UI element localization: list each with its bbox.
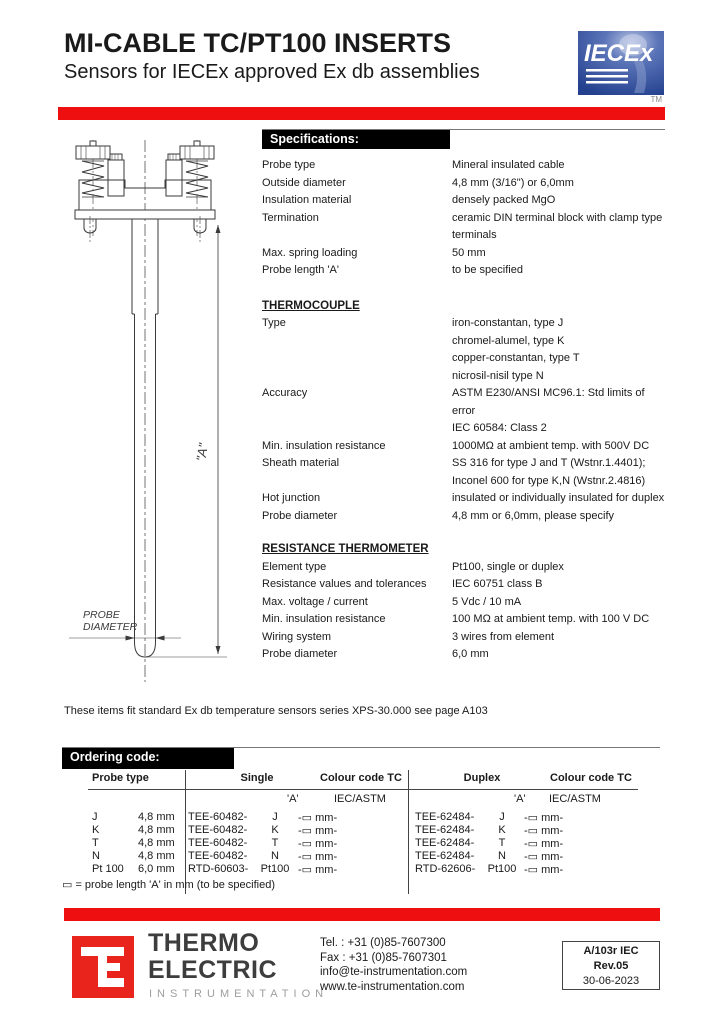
spec-value — [452, 455, 666, 490]
page-title: MI-CABLE TC/PT100 INSERTS — [64, 28, 452, 58]
cell-probe-type: T — [92, 837, 99, 849]
table-row — [62, 863, 662, 876]
spec-row — [262, 315, 666, 385]
spec-label: Max. spring loading — [262, 246, 358, 259]
spec-value-line: terminals — [452, 229, 497, 241]
resistance-thermometer-heading: RESISTANCE THERMOMETER — [262, 543, 429, 555]
cell-duplex-type: T — [498, 837, 506, 849]
spec-value-line: ASTM E230/ANSI MC96.1: Std limits of error — [452, 387, 645, 417]
cell-single-length-suffix: -▭ mm- — [298, 812, 338, 824]
probe-diameter-label-line1: PROBE — [83, 609, 120, 621]
cell-size: 4,8 mm — [138, 824, 175, 836]
series-note: These items fit standard Ex db temperature sensors series XPS-30.000 see page A103 — [64, 705, 488, 717]
iecex-logo — [578, 31, 670, 108]
table-row — [62, 824, 662, 837]
spec-row — [262, 646, 666, 664]
spec-label: Resistance values and tolerances — [262, 578, 427, 590]
doc-ref: A/103r IEC — [583, 945, 639, 957]
spec-value: 50 mm — [452, 246, 486, 259]
company-name-line1: THERMO — [148, 929, 260, 957]
thermo-electric-logo — [72, 936, 134, 998]
spec-value: 3 wires from element — [452, 630, 555, 643]
cell-duplex-type: Pt100 — [487, 863, 517, 875]
table-row — [62, 837, 662, 850]
ordering-code-heading: Ordering code: — [62, 748, 234, 769]
company-name-line3: INSTRUMENTATION — [149, 988, 329, 1000]
spec-value — [452, 210, 666, 245]
spec-label: Min. insulation resistance — [262, 439, 386, 452]
contact-email: info@te-instrumentation.com — [320, 966, 468, 978]
spec-value-line: IEC 60584: Class 2 — [452, 422, 547, 434]
spec-label: Hot junction — [262, 492, 321, 504]
doc-revision: Rev.05 — [593, 960, 629, 972]
spec-label: Insulation material — [262, 194, 352, 206]
spec-row — [262, 157, 666, 175]
cell-single-length-suffix: -▭ mm- — [298, 825, 338, 837]
cell-single-code: TEE-60482- — [188, 837, 248, 849]
specifications-section — [262, 157, 666, 664]
col-header-single: Single — [240, 772, 274, 784]
cell-probe-type: Pt 100 — [92, 863, 124, 875]
spec-label: Outside diameter — [262, 176, 346, 189]
spec-label: Wiring system — [262, 630, 332, 643]
spec-row — [262, 192, 666, 210]
te-monogram — [72, 936, 134, 998]
spec-value: 6,0 mm — [452, 648, 489, 660]
spec-row — [262, 490, 666, 508]
cell-duplex-type: N — [498, 850, 506, 862]
iecex-logo-text: IECEx — [584, 40, 654, 67]
contact-tel: Tel. : +31 (0)85-7607300 — [320, 937, 446, 949]
cell-size: 6,0 mm — [138, 863, 175, 875]
company-name-line2: ELECTRIC — [148, 956, 277, 984]
spec-row — [262, 594, 666, 612]
probe-technical-drawing — [55, 130, 255, 690]
spec-value-line: Inconel 600 for type K,N (Wstnr.2.4816) — [452, 474, 646, 487]
spec-row — [262, 455, 666, 490]
spec-value-line: copper-constantan, type T — [452, 352, 580, 364]
table-header-rule — [88, 789, 638, 790]
cell-duplex-length-suffix: -▭ mm- — [524, 851, 564, 863]
spec-value: 100 MΩ at ambient temp. with 100 V DC — [452, 613, 650, 625]
contact-fax: Fax : +31 (0)85-7607301 — [320, 951, 447, 964]
subheader-a-1: 'A' — [287, 793, 299, 805]
spec-value: 1000MΩ at ambient temp. with 500V DC — [452, 439, 650, 452]
col-header-duplex: Duplex — [463, 772, 501, 784]
spec-label: Max. voltage / current — [262, 595, 368, 608]
cell-duplex-type: J — [499, 811, 505, 823]
spec-value: insulated or individually insulated for duplex — [452, 492, 665, 504]
spec-label: Sheath material — [262, 457, 340, 469]
spec-row — [262, 245, 666, 263]
cell-duplex-code: TEE-62484- — [415, 811, 475, 823]
spec-row — [262, 210, 666, 245]
cell-single-length-suffix: -▭ mm- — [298, 864, 338, 876]
spec-value-line: iron-constantan, type J — [452, 317, 564, 329]
spec-row — [262, 559, 666, 577]
spec-value: 4,8 mm or 6,0mm, please specify — [452, 509, 615, 522]
cell-duplex-length-suffix: -▭ mm- — [524, 838, 564, 850]
spec-value: 4,8 mm (3/16") or 6,0mm — [452, 176, 574, 189]
spec-label: Min. insulation resistance — [262, 613, 386, 625]
table-row — [62, 850, 662, 863]
cell-duplex-type: K — [498, 824, 506, 836]
cell-probe-type: J — [92, 811, 98, 823]
cell-duplex-length-suffix: -▭ mm- — [524, 825, 564, 837]
spec-value — [452, 385, 666, 438]
spec-value-line: ceramic DIN terminal block with clamp type — [452, 211, 663, 224]
subheader-iec-astm-1: IEC/ASTM — [334, 793, 386, 805]
spec-label: Termination — [262, 211, 319, 224]
spec-row — [262, 438, 666, 456]
length-footnote: ▭ = probe length 'A' in mm (to be specified) — [62, 879, 276, 891]
company-name — [148, 930, 277, 984]
spec-row — [262, 508, 666, 526]
subheader-iec-astm-2: IEC/ASTM — [549, 793, 601, 805]
cell-single-length-suffix: -▭ mm- — [298, 838, 338, 850]
spec-row — [262, 175, 666, 193]
cell-probe-type: N — [92, 850, 100, 862]
cell-single-type: K — [271, 824, 279, 836]
cell-single-type: T — [271, 837, 279, 849]
page-subtitle: Sensors for IECEx approved Ex db assemblies — [64, 61, 480, 83]
spec-label: Probe length 'A' — [262, 264, 339, 276]
thermocouple-heading: THERMOCOUPLE — [262, 299, 360, 312]
cell-size: 4,8 mm — [138, 837, 175, 849]
cell-duplex-code: TEE-62484- — [415, 850, 475, 862]
iecex-tm-mark: TM — [650, 95, 662, 103]
subheader-a-2: 'A' — [514, 793, 526, 805]
cell-duplex-code: TEE-62484- — [415, 837, 475, 849]
probe-diameter-label-line2: DIAMETER — [83, 621, 138, 633]
spec-value: to be specified — [452, 264, 523, 276]
spec-value-line: nicrosil-nisil type N — [452, 369, 544, 382]
spec-value-line: chromel-alumel, type K — [452, 334, 565, 347]
spec-label: Accuracy — [262, 387, 308, 399]
top-red-rule — [58, 107, 665, 120]
spec-value: Pt100, single or duplex — [452, 560, 564, 573]
cell-single-type: J — [272, 811, 278, 823]
cell-single-type: N — [271, 850, 279, 862]
spec-row — [262, 629, 666, 647]
table-row — [62, 811, 662, 824]
cell-duplex-code: TEE-62484- — [415, 824, 475, 836]
cell-probe-type: K — [92, 824, 100, 836]
spec-value: densely packed MgO — [452, 194, 556, 206]
col-header-colour-code-tc-2: Colour code TC — [550, 772, 632, 784]
col-header-colour-code-tc-1: Colour code TC — [320, 772, 402, 784]
cell-single-code: TEE-60482- — [188, 824, 248, 836]
cell-duplex-code: RTD-62606- — [415, 863, 476, 875]
spec-value: Mineral insulated cable — [452, 159, 565, 171]
doc-date: 30-06-2023 — [582, 975, 640, 987]
spec-value-line: SS 316 for type J and T (Wstnr.1.4401); — [452, 457, 646, 469]
spec-row — [262, 611, 666, 629]
spec-value — [452, 315, 666, 385]
cell-duplex-length-suffix: -▭ mm- — [524, 864, 564, 876]
spec-value: IEC 60751 class B — [452, 578, 543, 590]
spec-label: Type — [262, 317, 286, 329]
cell-single-length-suffix: -▭ mm- — [298, 851, 338, 863]
dimension-a-label: "A" — [193, 442, 212, 463]
contact-block — [320, 936, 467, 994]
cell-single-code: TEE-60482- — [188, 850, 248, 862]
contact-website: www.te-instrumentation.com — [320, 980, 465, 993]
spec-row — [262, 385, 666, 438]
spec-row — [262, 262, 666, 280]
spec-label: Probe diameter — [262, 648, 338, 660]
spec-value: 5 Vdc / 10 mA — [452, 595, 522, 608]
cell-single-code: RTD-60603- — [188, 863, 249, 875]
cell-single-code: TEE-60482- — [188, 811, 248, 823]
document-reference-box — [562, 941, 660, 990]
cell-size: 4,8 mm — [138, 850, 175, 862]
iecex-logo-graphic — [578, 31, 670, 103]
spec-row — [262, 576, 666, 594]
spec-label: Probe diameter — [262, 509, 338, 522]
specifications-heading: Specifications: — [262, 130, 450, 149]
col-header-probe-type: Probe type — [92, 772, 149, 784]
bottom-red-rule — [64, 908, 660, 921]
cell-single-type: Pt100 — [260, 863, 290, 875]
cell-size: 4,8 mm — [138, 811, 175, 823]
spec-label: Probe type — [262, 159, 316, 171]
cell-duplex-length-suffix: -▭ mm- — [524, 812, 564, 824]
spec-label: Element type — [262, 560, 327, 573]
